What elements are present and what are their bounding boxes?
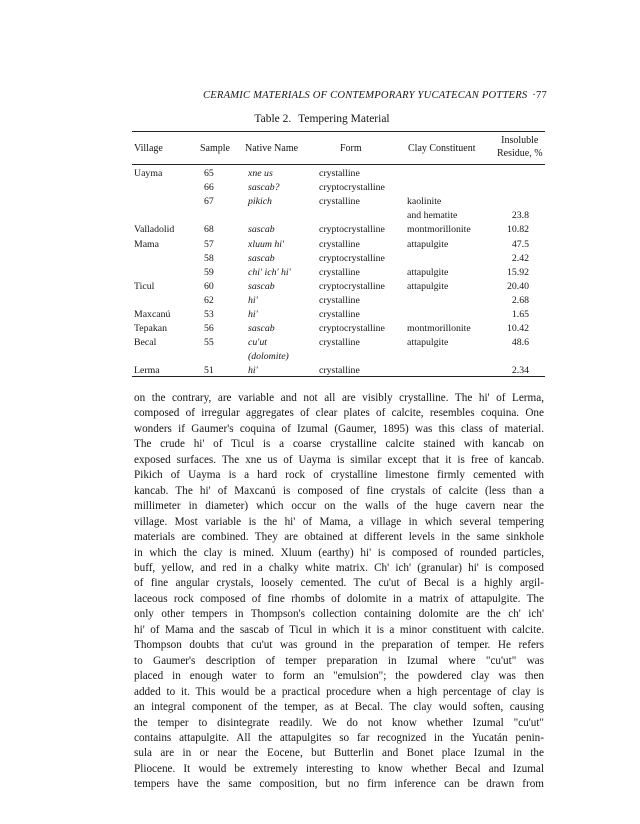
text-line: wonders if Gaumer's coquina of Izumal (Gaumer, 1895) was this class of material. <box>134 422 544 435</box>
cell-native-name: (dolomite) <box>248 351 289 363</box>
text-line: in which the clay is mined. Xluum (earthy) hi' is composed of rounded particles, <box>134 546 544 559</box>
text-line: The crude hi' of Ticul is a coarse crystalline calcite stained with kancab on <box>134 438 544 451</box>
table-bottom-rule <box>132 376 545 377</box>
running-head <box>203 90 547 101</box>
cell-sample: 65 <box>204 168 214 179</box>
cell-insoluble-residue: 47.5 <box>511 238 529 250</box>
running-head-title: CERAMIC MATERIALS OF CONTEMPORARY YUCATECAN POTTERS <box>203 90 528 101</box>
header-sample: Sample <box>200 143 230 154</box>
cell-native-name: hi' <box>248 309 258 320</box>
text-line: laceous rock composed of fine rhombs of dolomite in a matrix of attapulgite. The <box>134 592 544 605</box>
cell-insoluble-residue: 2.42 <box>511 252 529 264</box>
cell-native-name: sascab? <box>248 182 280 194</box>
cell-native-name: pikich <box>248 196 272 208</box>
cell-sample: 59 <box>204 266 214 278</box>
cell-native-name: xne us <box>248 168 273 179</box>
cell-native-name: sascab <box>248 252 275 264</box>
cell-native-name: xluum hi' <box>248 238 285 250</box>
cell-form: cryptocrystalline <box>319 224 385 236</box>
table-label: Table 2. <box>254 113 292 125</box>
cell-village: Becal <box>134 337 157 349</box>
header-insoluble-line1: Insoluble <box>501 135 539 146</box>
text-line: exposed surfaces. The xne us of Uayma is similar except that it is free of kancab. <box>134 453 544 466</box>
cell-clay-constituent: and hematite <box>407 210 458 222</box>
cell-insoluble-residue: 2.68 <box>511 294 529 306</box>
cell-native-name: sascab <box>248 323 275 335</box>
text-line: contains attapulgite. All the attapulgites so far recognized in the Yucatán penin- <box>134 731 544 744</box>
table-header-rule <box>132 164 545 165</box>
text-line: placed in enough water to form an "emulsion"; the powdered clay was then <box>134 670 544 683</box>
cell-sample: 56 <box>204 323 214 335</box>
cell-clay-constituent: montmorillonite <box>407 323 471 335</box>
cell-insoluble-residue: 23.8 <box>511 210 529 222</box>
cell-sample: 58 <box>204 252 214 264</box>
text-line: of fine angular crystals, loosely cemented. The cu'ut of Becal is a highly argil- <box>134 577 544 590</box>
text-line: an integral component of the temper, as at Becal. The clay would soften, causing <box>134 701 544 714</box>
cell-form: crystalline <box>319 309 360 320</box>
cell-clay-constituent: kaolinite <box>407 196 442 208</box>
text-line: hi' of Mama and the sascab of Ticul in which it is a minor constituent with calcite. <box>134 623 544 636</box>
text-line: tempers have the same composition, but no firm inference can be drawn from <box>134 778 544 791</box>
text-line: materials are combined. They are obtained at different levels in the same sinkhole <box>134 531 544 544</box>
cell-native-name: chi' ich' hi' <box>248 266 291 278</box>
cell-sample: 51 <box>204 365 214 377</box>
cell-sample: 68 <box>204 224 214 236</box>
header-village: Village <box>134 143 163 154</box>
text-line: kancab. The hi' of Maxcanú is composed of fine crystals of calcite (less than a <box>134 484 544 497</box>
cell-form: cryptocrystalline <box>319 323 385 335</box>
cell-insoluble-residue: 20.40 <box>506 280 529 292</box>
cell-insoluble-residue: 10.42 <box>506 323 529 335</box>
cell-village: Ticul <box>134 280 155 292</box>
cell-form: crystalline <box>319 196 360 208</box>
cell-form: crystalline <box>319 294 360 306</box>
cell-sample: 53 <box>204 309 214 320</box>
cell-sample: 60 <box>204 280 214 292</box>
cell-sample: 57 <box>204 238 214 250</box>
text-line: sula are in or near the Eocene, but Butterlin and Bonet place Izumal in the <box>134 747 544 760</box>
cell-native-name: sascab <box>248 224 275 236</box>
header-insoluble-line2: Residue, % <box>497 148 543 159</box>
cell-form: cryptocrystalline <box>319 182 385 194</box>
cell-village: Uayma <box>134 168 163 179</box>
cell-insoluble-residue: 2.34 <box>511 365 529 377</box>
text-line: added to it. This would be a practical procedure when a high percentage of clay is <box>134 685 544 698</box>
cell-form: cryptocrystalline <box>319 252 385 264</box>
header-form: Form <box>340 143 362 154</box>
cell-form: crystalline <box>319 365 360 377</box>
cell-insoluble-residue: 10.82 <box>506 224 529 236</box>
text-line: on the contrary, are variable and not all are visibly crystalline. The hi' of Lerma, <box>134 392 544 404</box>
cell-clay-constituent: attapulgite <box>407 337 449 349</box>
cell-form: crystalline <box>319 337 360 349</box>
page-number: ·77 <box>532 90 547 101</box>
cell-form: cryptocrystalline <box>319 280 385 292</box>
text-line: to Gaumer's description of temper preparation in Izumal where "cu'ut" was <box>134 654 544 667</box>
header-insoluble-residue <box>497 134 543 160</box>
cell-form: crystalline <box>319 266 360 278</box>
cell-clay-constituent: attapulgite <box>407 266 449 278</box>
cell-insoluble-residue: 48.6 <box>511 337 529 349</box>
text-line: Pikich of Uayma is a hard rock of crystalline limestone firmly cemented with <box>134 469 544 482</box>
cell-clay-constituent: attapulgite <box>407 238 449 250</box>
cell-native-name: hi' <box>248 365 258 377</box>
table-top-rule <box>132 131 545 132</box>
cell-village: Maxcanú <box>134 309 171 320</box>
header-clay-constituent: Clay Constituent <box>408 143 476 154</box>
text-line: millimeter in diameter) which occur on the walls of the huge cavern near the <box>134 500 544 513</box>
cell-clay-constituent: montmorillonite <box>407 224 471 236</box>
cell-native-name: cu'ut <box>248 337 267 349</box>
cell-village: Lerma <box>134 365 160 377</box>
cell-native-name: sascab <box>248 280 275 292</box>
cell-insoluble-residue: 1.65 <box>511 309 529 320</box>
cell-village: Tepakan <box>134 323 168 335</box>
cell-village: Mama <box>134 238 160 250</box>
text-line: the temper to disintegrate readily. We do not know whether Izumal "cu'ut" <box>134 716 544 729</box>
text-line: buff, yellow, and red in a chalky white matrix. Ch' ich' (granular) hi' is composed <box>134 561 544 574</box>
table-caption <box>0 113 640 125</box>
table-title: Tempering Material <box>298 113 390 125</box>
text-line: Thompson doubts that cu'ut was ground in the preparation of temper. He refers <box>134 639 544 652</box>
cell-form: crystalline <box>319 238 360 250</box>
cell-sample: 66 <box>204 182 214 194</box>
cell-sample: 62 <box>204 294 214 306</box>
cell-insoluble-residue: 15.92 <box>506 266 529 278</box>
text-line: only other tempers in Thompson's collection containing dolomite are the ch' ich' <box>134 608 544 621</box>
text-line: composed of irregular aggregates of clear plates of calcite, resembles coquina. One <box>134 407 544 420</box>
cell-sample: 55 <box>204 337 214 349</box>
cell-clay-constituent: attapulgite <box>407 280 449 292</box>
cell-village: Valladolid <box>134 224 175 236</box>
cell-native-name: hi' <box>248 294 258 306</box>
cell-form: crystalline <box>319 168 360 179</box>
text-line: village. Most variable is the hi' of Mama, a village in which several tempering <box>134 515 544 528</box>
text-line: Pliocene. It would be extremely interesting to know whether Becal and Izumal <box>134 762 544 775</box>
cell-sample: 67 <box>204 196 214 208</box>
body-text <box>134 391 544 793</box>
header-native-name: Native Name <box>245 143 299 154</box>
